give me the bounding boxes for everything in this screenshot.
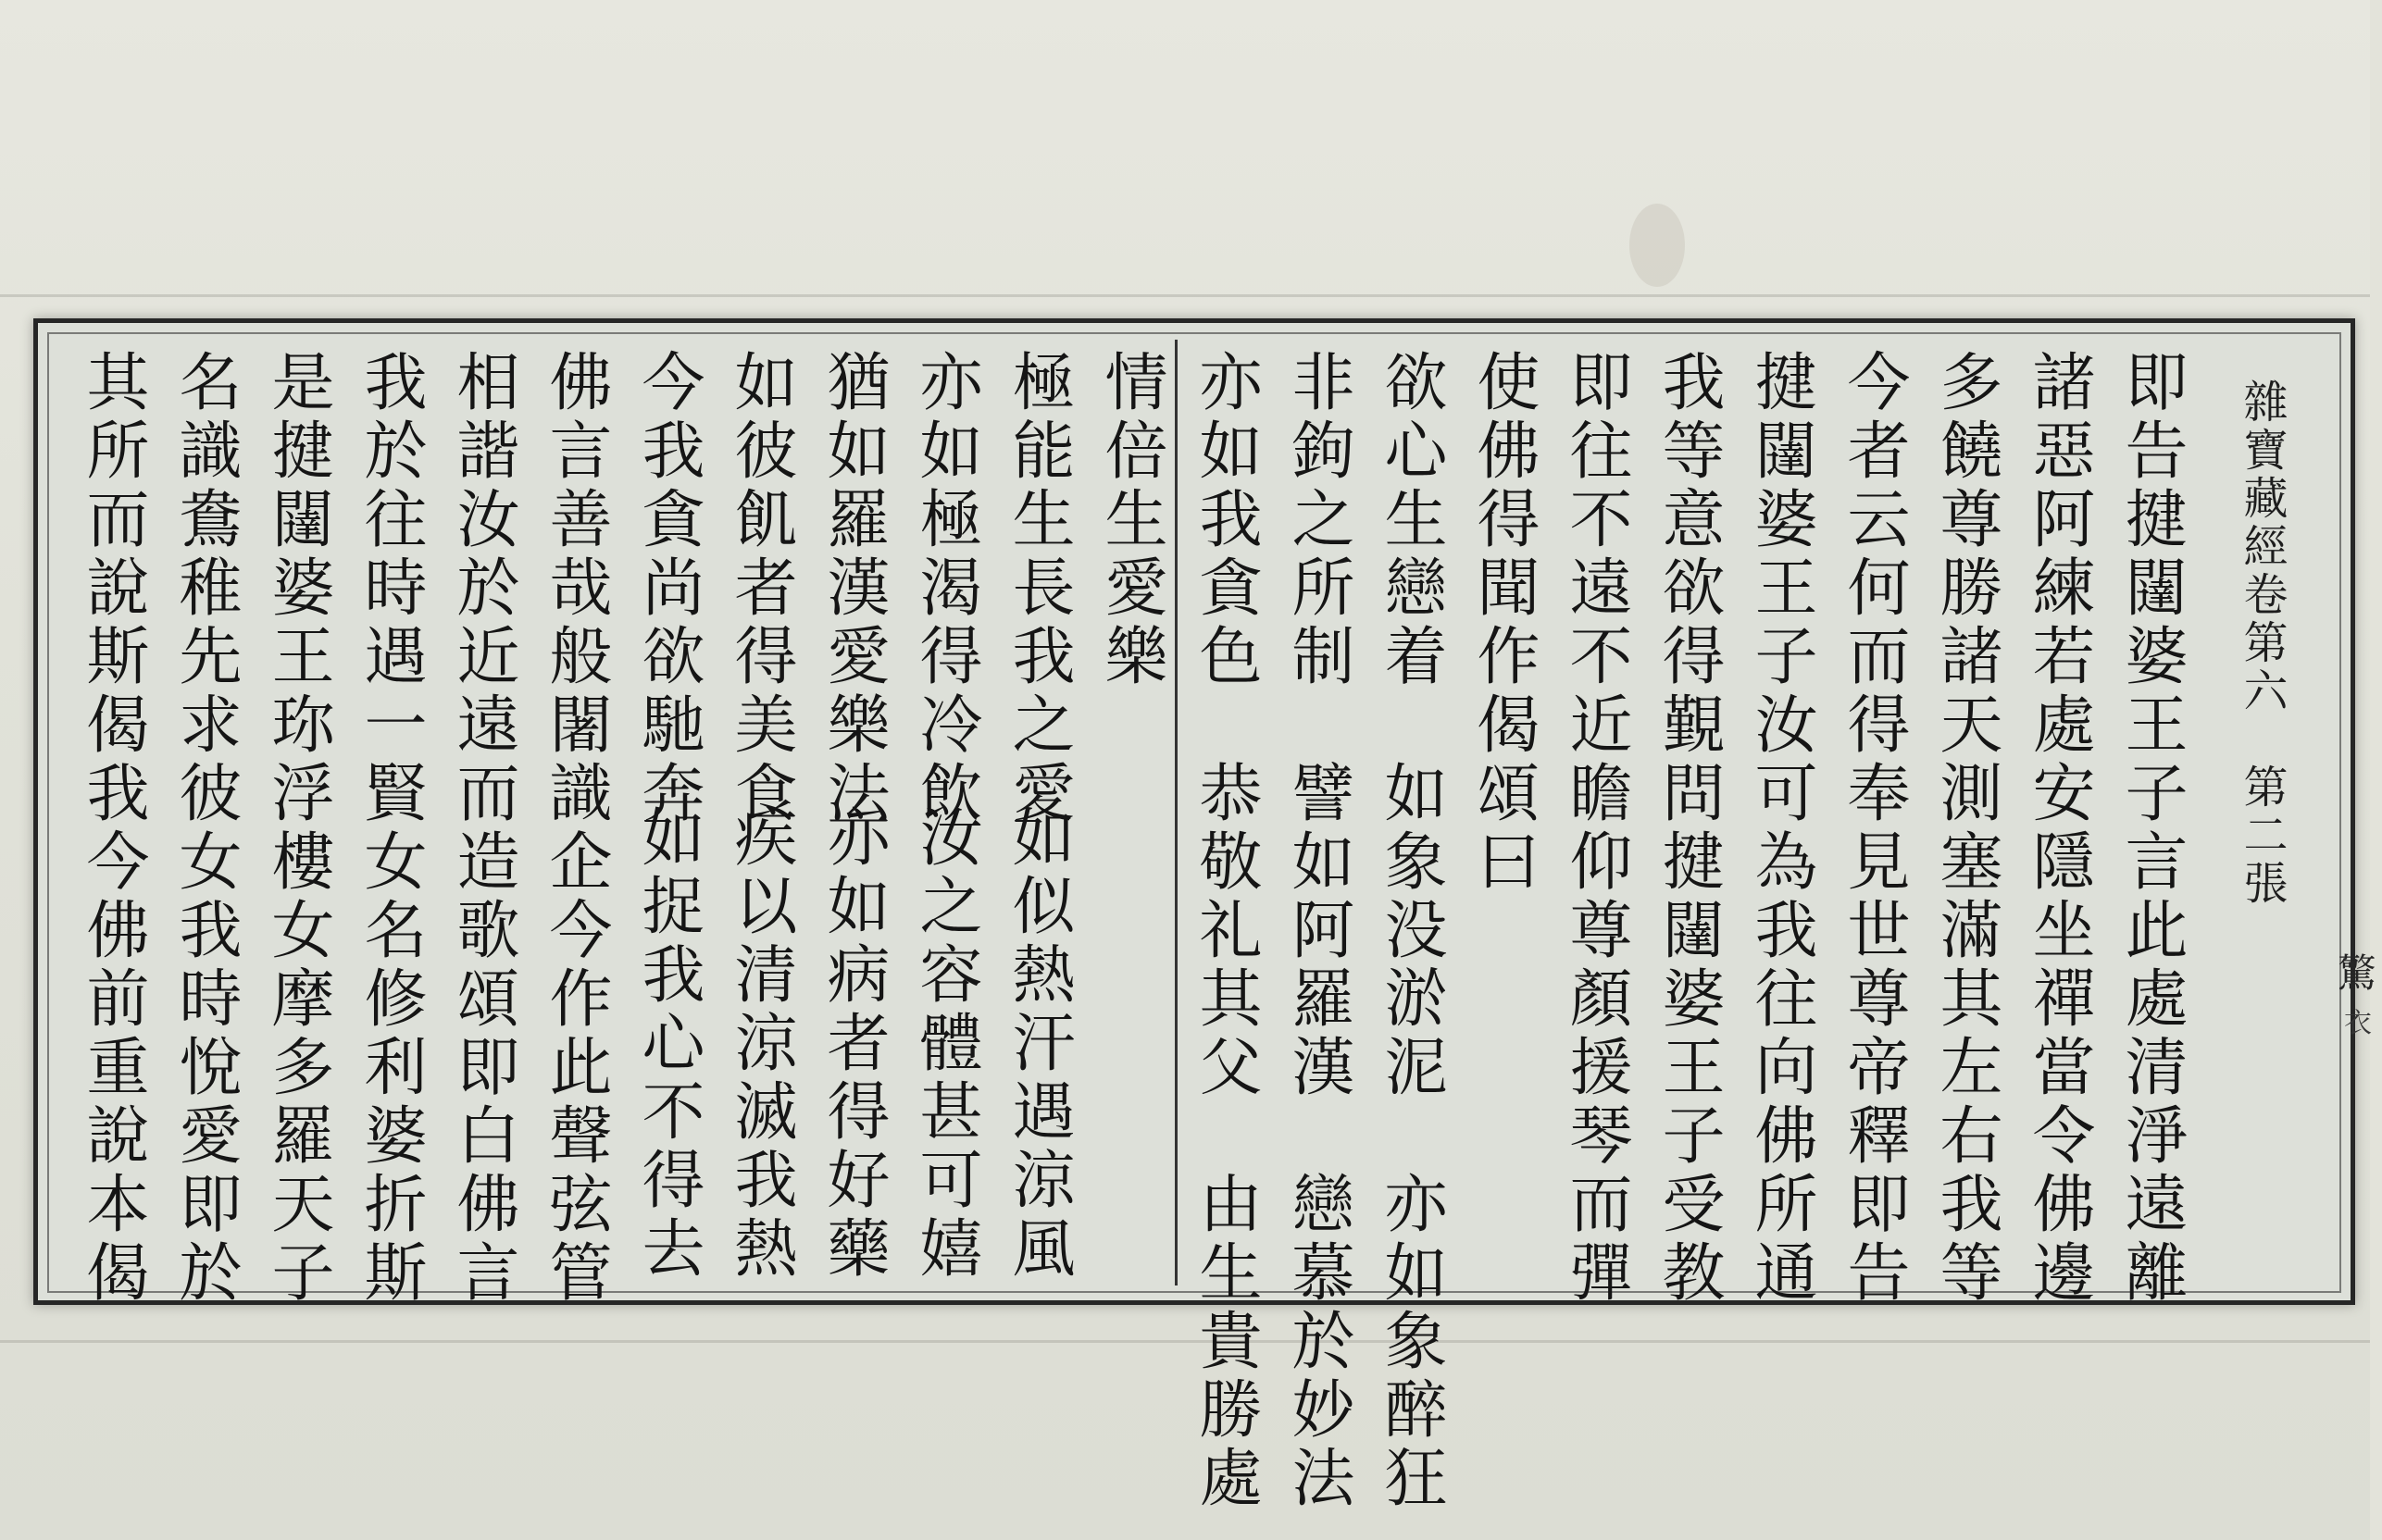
margin-mark-small: 衣 [2338,1008,2371,1036]
verse-column: 亦如我貪色 恭敬礼其父 由生貴勝處 [1189,349,1262,1513]
text-column: 其所而說斯偈我今佛前重說本偈 [76,349,149,1308]
verse-column: 情倍生愛樂 [1094,349,1167,691]
text-column: 我於往時遇一賢女名修利婆折斯 [354,349,427,1308]
verse-column: 今我貪尚欲馳奔 [631,349,705,828]
verse-column-lower: 汝之容體甚可嬉 [909,804,982,1284]
text-column: 佛言善哉般闍識企今作此聲弦管 [539,349,612,1308]
verse-column: 如彼飢者得美食 [724,349,797,828]
verse-column: 極能生長我之愛 [1002,349,1075,828]
verse-column: 欲心生戀着 如象没淤泥 亦如象醉狂 [1374,349,1447,1513]
text-column: 名識鴦稚先求彼女我時悅愛即於 [168,349,242,1308]
paper-fold-line [0,1340,2370,1343]
verse-column-lower: 疾以清涼滅我熱 [724,804,797,1284]
woodblock-print-area [33,318,2377,1513]
text-column: 今者云何而得奉見世尊帝釋即告 [1837,349,1910,1308]
verse-column-lower: 亦如病者得好藥 [817,804,890,1284]
text-column: 相諧汝於近遠而造歌頌即白佛言 [446,349,519,1308]
paper-fold-line [0,294,2370,297]
text-column: 多饒尊勝諸天測塞滿其左右我等 [1929,349,2002,1308]
verse-column: 非鉤之所制 譬如阿羅漢 戀慕於妙法 [1281,349,1354,1513]
paper-stain [1629,204,1685,287]
text-column: 揵闥婆王子汝可為我往向佛所通 [1744,349,1817,1308]
text-column: 我等意欲得覲問揵闥婆王子受教 [1652,349,1725,1308]
text-column: 使佛得聞作偈頌曰 [1466,349,1540,897]
text-column: 諸惡阿練若處安隱坐禪當令佛邊 [2022,349,2095,1308]
margin-mark: 驚 [2332,952,2377,991]
verse-column: 亦如極渴得冷飲 [909,349,982,828]
sutra-title-margin: 雜寶藏經卷第六 第二張 [2236,379,2288,908]
center-fold-divider [1175,340,1178,1285]
verse-column-lower: 如似熱汗遇涼風 [1002,804,1075,1284]
text-column: 是揵闥婆王珎浮樓女摩多羅天子 [261,349,334,1308]
verse-column: 猶如羅漢愛樂法 [817,349,890,828]
verse-column-lower: 如捉我心不得去 [631,804,705,1284]
text-column: 即告揵闥婆王子言此處清淨遠離 [2114,349,2188,1308]
text-column: 即往不遠不近瞻仰尊顏援琴而彈 [1559,349,1632,1308]
